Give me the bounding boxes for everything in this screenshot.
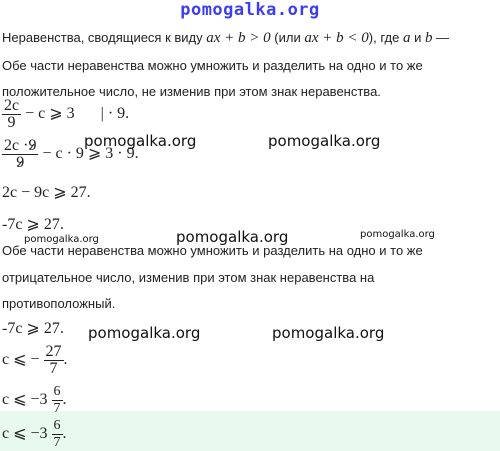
watermark: pomogalka.org [84,132,197,150]
watermark: pomogalka.org [88,324,201,342]
answer-highlight [0,411,500,451]
step-7-numerator: 6 [53,384,61,399]
step-2-numerator: 2c · [4,137,29,154]
step-3: 2c − 9c ⩾ 27. [2,184,91,201]
step-1-denominator: 9 [2,114,21,131]
intro-text: Неравенства, сводящиеся к виду [2,30,203,45]
step-6-denominator: 7 [44,360,64,377]
rule-negative-line1: Обе части неравенства можно умножить и разделить на одно и то же [2,243,423,258]
watermark: pomogalka.org [24,234,99,245]
step-6-lhs: c ⩽ − [2,351,40,369]
step-6-fraction [44,344,64,377]
step-2-fraction [2,138,38,171]
answer: c ⩽ −3 $\frac{6}{7}$ . [2,418,67,450]
step-4: -7c ⩾ 27. [2,216,64,233]
ineq-negative: ax + b < 0 [304,30,369,46]
step-7-denominator: 7 [53,401,61,416]
answer-lhs: c ⩽ −3 [2,425,48,443]
intro-dash: — [436,30,450,45]
var-a: a [402,30,411,46]
watermark: pomogalka.org [360,229,435,240]
step-2-denominator-cancelled: 9 [16,154,25,171]
step-2-rest: − c · 9 ⩾ 3 · 9. [42,145,139,163]
step-1 [2,98,129,131]
answer-denominator: 7 [53,435,61,450]
step-7-fraction [52,384,63,417]
step-5: -7c ⩾ 27. [2,320,64,337]
step-1-rest: − c ⩾ 3 [25,105,75,123]
site-title: pomogalka.org [180,0,320,20]
step-2-numerator-cancelled: 9 [28,137,37,154]
answer-fraction [52,418,63,451]
step-6-numerator: 27 [45,343,62,360]
step-7: c ⩽ −3 $\frac{6}{7}$ . [2,384,67,416]
step-1-numerator: 2c [4,97,20,114]
rule-negative-line3: противоположный. [2,296,116,311]
step-1-multiplier: | · 9. [100,105,130,123]
rule-positive-line1: Обе части неравенства можно умножить и разделить на одно и то же [2,58,423,73]
var-b: b [424,30,433,46]
rule-positive-line2: положительное число, не изменив при этом знак неравенства. [2,84,381,99]
rule-negative-line2: отрицательное число, изменив при этом знак неравенства на [2,270,375,285]
intro-line [2,30,449,47]
intro-or: (или [274,30,301,45]
step-1-fraction [2,98,21,131]
step-7-lhs: c ⩽ −3 [2,391,48,409]
watermark: pomogalka.org [272,324,385,342]
watermark: pomogalka.org [176,228,289,246]
ineq-positive: ax + b > 0 [206,30,271,46]
step-6: c ⩽ − $\frac{27}{7}$ . [2,343,68,377]
intro-and: и [414,30,422,45]
watermark: pomogalka.org [268,132,381,150]
answer-numerator: 6 [53,418,61,433]
intro-where: ), где [368,30,400,45]
